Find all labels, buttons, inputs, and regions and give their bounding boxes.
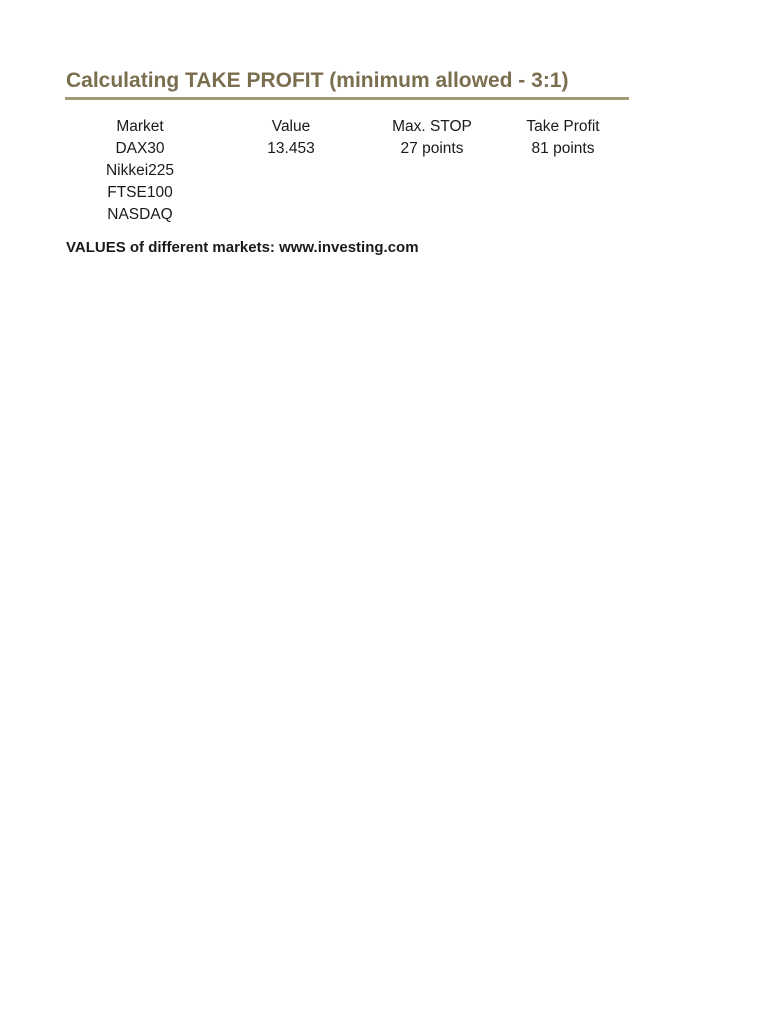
cell-value — [215, 204, 367, 226]
header-max-stop: Max. STOP — [392, 118, 472, 135]
table-row — [65, 138, 629, 160]
header-value: Value — [271, 118, 311, 135]
markets-source-note: VALUES of different markets: www.investing.com — [66, 239, 419, 256]
cell-take-profit: 81 points — [531, 140, 595, 157]
table-row — [65, 160, 629, 182]
cell-value — [215, 182, 367, 204]
cell-take-profit — [497, 204, 629, 226]
header-market: Market — [116, 118, 164, 135]
cell-take-profit — [497, 160, 629, 182]
title-underline — [65, 97, 629, 100]
cell-max-stop — [367, 204, 497, 226]
table-row — [65, 204, 629, 226]
cell-value — [215, 160, 367, 182]
cell-max-stop — [367, 182, 497, 204]
markets-table — [65, 116, 629, 226]
cell-market: FTSE100 — [107, 184, 173, 201]
cell-max-stop — [367, 160, 497, 182]
header-take-profit: Take Profit — [526, 118, 600, 135]
cell-max-stop: 27 points — [400, 140, 464, 157]
cell-market: Nikkei225 — [105, 162, 175, 179]
cell-market: NASDAQ — [107, 206, 173, 223]
table-row — [65, 182, 629, 204]
table-header-row — [65, 116, 629, 138]
cell-market: DAX30 — [115, 140, 165, 157]
page-title: Calculating TAKE PROFIT (minimum allowed - 3:1) — [66, 69, 569, 92]
cell-take-profit — [497, 182, 629, 204]
cell-value: 13.453 — [267, 140, 315, 157]
